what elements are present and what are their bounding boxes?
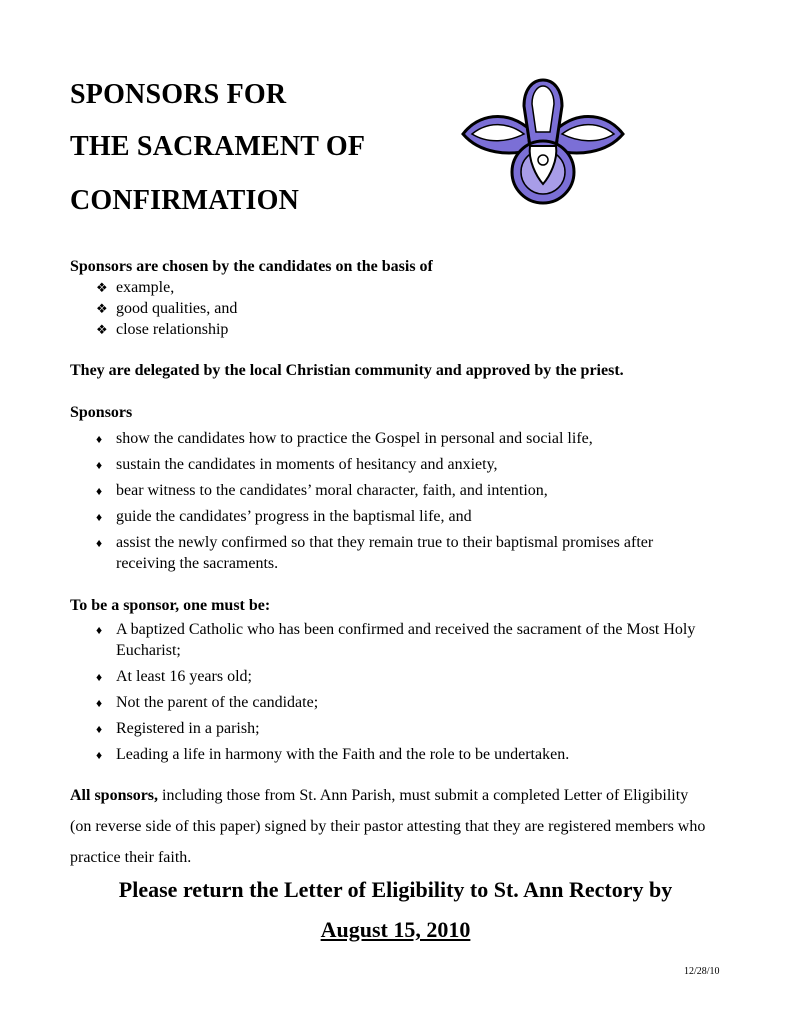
title-line-1: SPONSORS FOR <box>70 79 287 110</box>
diamond-bullet-icon: ♦ <box>96 696 103 710</box>
sponsors-section <box>70 402 711 579</box>
list-item: ♦ sustain the candidates in moments of hesitancy and anxiety, <box>70 454 711 475</box>
list-item: ❖ close relationship <box>96 321 229 338</box>
bullet-icon: ❖ <box>96 280 108 295</box>
holy-spirit-dove-icon <box>458 76 628 206</box>
all-sponsors-text: including those from St. Ann Parish, must submit a completed Letter of Eligibility (on reverse side of this paper) signed by their pastor attesting that they are registered members who practice their faith. <box>70 787 706 866</box>
diamond-bullet-icon: ♦ <box>96 458 103 472</box>
basis-section <box>70 256 711 340</box>
list-item: ♦ Registered in a parish; <box>70 718 711 739</box>
diamond-bullet-icon: ♦ <box>96 722 103 736</box>
list-item: ♦ Not the parent of the candidate; <box>70 692 711 713</box>
diamond-bullet-icon: ♦ <box>96 536 103 550</box>
requirements-heading: To be a sponsor, one must be: <box>70 597 271 614</box>
all-sponsors-lead: All sponsors, <box>70 787 159 804</box>
requirements-section <box>70 595 711 770</box>
all-sponsors-paragraph <box>70 780 710 873</box>
list-item: ♦ assist the newly confirmed so that they remain true to their baptismal promises after receiving the sacraments. <box>96 534 654 572</box>
list-item: ♦ guide the candidates’ progress in the baptismal life, and <box>70 506 711 527</box>
sponsors-list <box>70 428 711 574</box>
diamond-bullet-icon: ♦ <box>96 484 103 498</box>
deadline-date: August 15, 2010 <box>320 917 471 942</box>
list-item: ♦ show the candidates how to practice the Gospel in personal and social life, <box>70 428 711 449</box>
bullet-icon: ❖ <box>96 322 108 337</box>
requirements-list <box>70 619 711 765</box>
diamond-bullet-icon: ♦ <box>96 623 103 637</box>
return-deadline <box>0 917 791 943</box>
title-line-3: CONFIRMATION <box>70 185 299 216</box>
diamond-bullet-icon: ♦ <box>96 432 103 446</box>
sponsors-heading: Sponsors <box>70 404 133 421</box>
basis-heading: Sponsors are chosen by the candidates on the basis of <box>70 258 433 275</box>
diamond-bullet-icon: ♦ <box>96 748 103 762</box>
list-item: ♦ At least 16 years old; <box>70 666 711 687</box>
list-item: ♦ Leading a life in harmony with the Faith and the role to be undertaken. <box>70 744 711 765</box>
list-item: ♦ bear witness to the candidates’ moral character, faith, and intention, <box>70 480 711 501</box>
bullet-icon: ❖ <box>96 301 108 316</box>
list-item: ♦ A baptized Catholic who has been confirmed and received the sacrament of the Most Holy Eucharist; <box>96 621 696 659</box>
list-item: ❖ good qualities, and <box>96 300 238 317</box>
return-notice: Please return the Letter of Eligibility to St. Ann Rectory by <box>118 877 673 902</box>
diamond-bullet-icon: ♦ <box>96 510 103 524</box>
title-line-2: THE SACRAMENT OF <box>70 131 366 162</box>
delegated-statement: They are delegated by the local Christian community and approved by the priest. <box>70 362 624 379</box>
basis-list <box>70 277 711 340</box>
diamond-bullet-icon: ♦ <box>96 670 103 684</box>
footer-date: 12/28/10 <box>684 966 720 977</box>
list-item: ❖ example, <box>96 279 175 296</box>
